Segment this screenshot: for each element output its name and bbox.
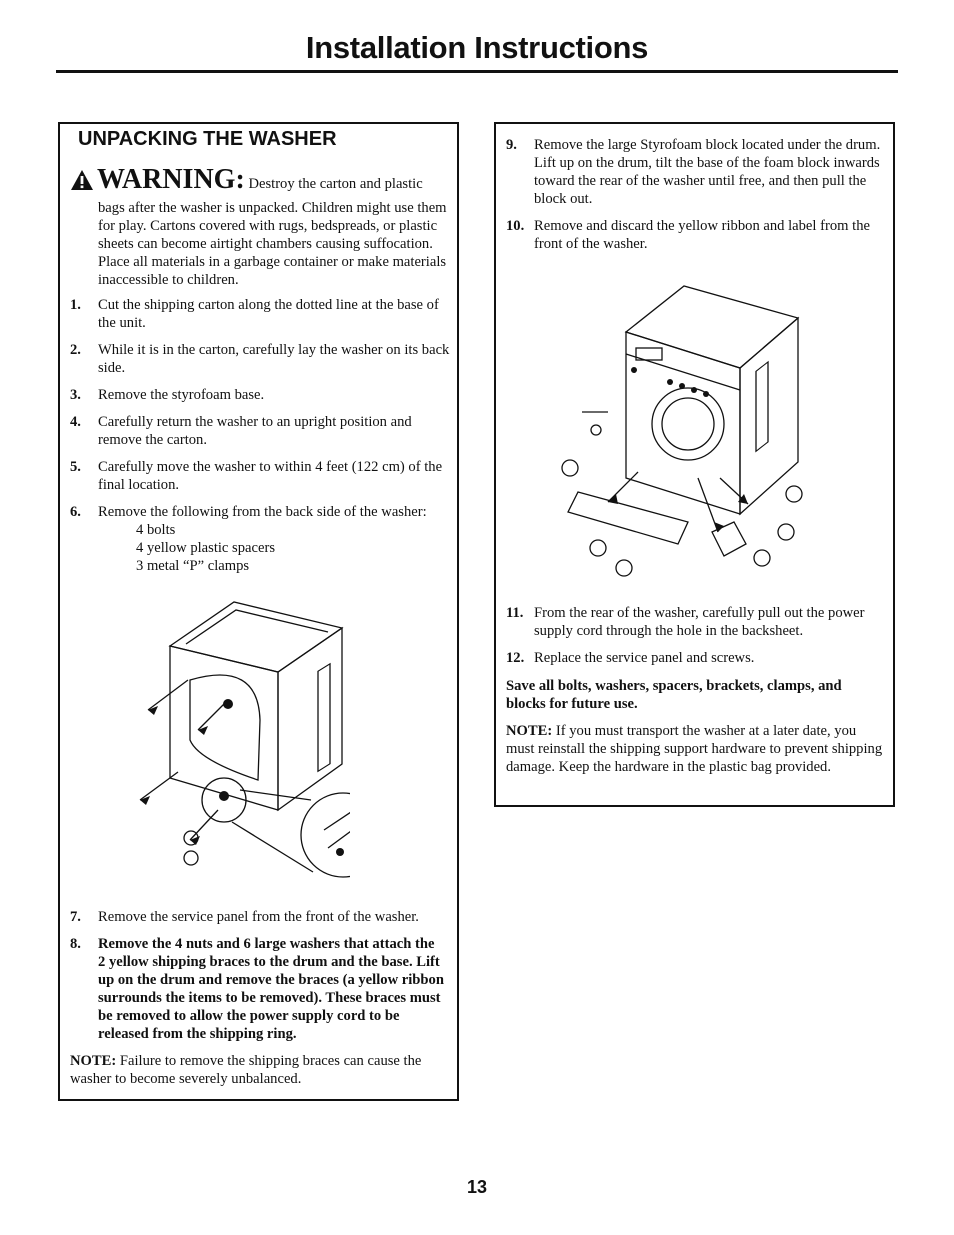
unpacking-section: [58, 122, 459, 1101]
step-number: 8.: [70, 936, 81, 952]
list-item: [506, 217, 884, 253]
step-number: 10.: [506, 218, 525, 234]
list-item: [506, 136, 884, 208]
step-text: Remove the 4 nuts and 6 large washers that attach the 2 yellow shipping braces to the drum and the base. Lift up on the drum and remove the braces (a yellow ribbon surrounds the items to be removed). These braces must be removed to allow the power supply cord to be released from the shipping ring.: [98, 936, 444, 1042]
washer-back-illustration: [128, 600, 350, 890]
list-item: [506, 604, 884, 640]
list-item: [70, 458, 450, 494]
step-text: Remove the large Styrofoam block located under the drum. Lift up on the drum, tilt the base of the foam block inwards toward the rear of the washer until free, and then pull the block out.: [534, 137, 881, 207]
step-number: 11.: [506, 605, 524, 621]
step-text: Replace the service panel and screws.: [534, 650, 755, 666]
sub-item: 4 bolts: [136, 522, 176, 538]
step-number: 2.: [70, 342, 81, 358]
list-item: [70, 296, 450, 332]
list-item: [70, 341, 450, 377]
list-item: [70, 935, 445, 1043]
step-text: Remove the styrofoam base.: [98, 387, 265, 403]
step-number: 1.: [70, 297, 81, 313]
warning-first-line: Destroy the carton and plastic: [248, 176, 423, 192]
note-text: If you must transport the washer at a later date, you must reinstall the shipping support hardware to prevent shipping damage. Keep the hardware in the plastic bag provided.: [506, 723, 883, 775]
steps-9-10: [506, 136, 884, 262]
sub-item: 4 yellow plastic spacers: [136, 540, 276, 556]
step-text: Carefully move the washer to within 4 feet (122 cm) of the final location.: [98, 459, 443, 493]
step-text: Remove the service panel from the front of the washer.: [98, 909, 419, 925]
step-text: Cut the shipping carton along the dotted line at the base of the unit.: [98, 297, 439, 331]
step-number: 6.: [70, 504, 81, 520]
list-item: [506, 649, 884, 667]
note-block: [506, 722, 884, 776]
section-heading: UNPACKING THE WASHER: [78, 128, 337, 150]
washer-front-illustration: [558, 282, 816, 582]
step-text: From the rear of the washer, carefully pull out the power supply cord through the hole in the backsheet.: [534, 605, 865, 639]
list-item: [70, 386, 450, 404]
note-label: NOTE:: [70, 1053, 117, 1069]
sub-item: 3 metal “P” clamps: [136, 558, 250, 574]
warning-word: WARNING:: [97, 164, 245, 195]
list-item: [70, 908, 445, 926]
step-text: Remove the following from the back side of the washer:: [98, 504, 427, 520]
continued-steps-section: [494, 122, 895, 807]
step-number: 9.: [506, 137, 517, 153]
step-number: 5.: [70, 459, 81, 475]
page-title: Installation Instructions: [305, 30, 649, 65]
steps-7-8: [70, 908, 445, 1052]
list-item: [70, 503, 450, 575]
step-text: Remove and discard the yellow ribbon and label from the front of the washer.: [534, 218, 870, 252]
warning-text: bags after the washer is unpacked. Children might use them for play. Cartons covered with rugs, bedspreads, or plastic sheets can become airtight chambers causing suffocation. Place all materials in a garbage container or make materials inaccessible to children.: [98, 200, 447, 288]
step-number: 12.: [506, 650, 525, 666]
step-text: While it is in the carton, carefully lay the washer on its back side.: [98, 342, 450, 376]
page-number: 13: [466, 1177, 488, 1197]
note-text: Failure to remove the shipping braces can cause the washer to become severely unbalanced.: [70, 1053, 422, 1087]
save-hardware-text: Save all bolts, washers, spacers, brackets, clamps, and blocks for future use.: [506, 678, 842, 712]
warning-block: [70, 164, 450, 289]
note-label: NOTE:: [506, 723, 553, 739]
steps-11-12: [506, 604, 884, 676]
step-number: 7.: [70, 909, 81, 925]
title-rule: [56, 70, 898, 73]
warning-triangle-icon: [70, 169, 94, 199]
step-text: Carefully return the washer to an upright position and remove the carton.: [98, 414, 412, 448]
note-block: [70, 1052, 450, 1088]
step-number: 3.: [70, 387, 81, 403]
list-item: [70, 413, 450, 449]
steps-1-6: [70, 296, 450, 584]
step-number: 4.: [70, 414, 81, 430]
